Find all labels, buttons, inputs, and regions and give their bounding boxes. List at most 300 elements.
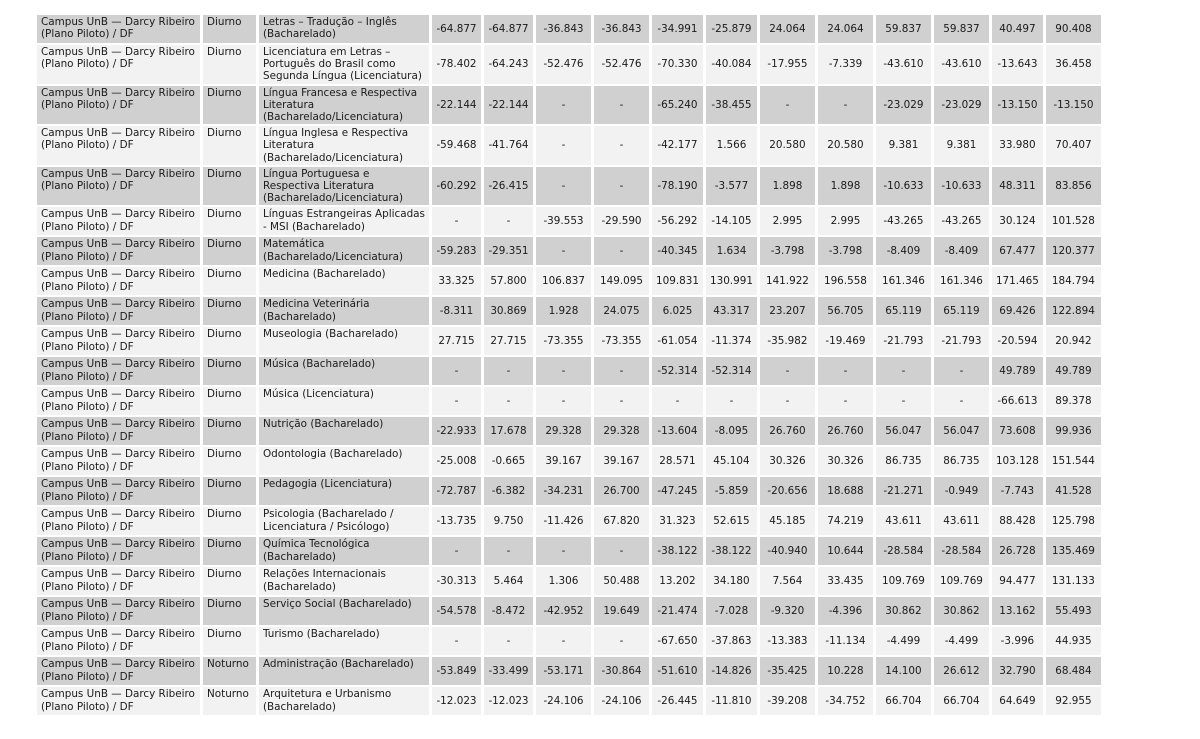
value-cell: 33.325 (432, 267, 481, 295)
value-cell: 94.477 (992, 567, 1043, 595)
value-cell: 5.464 (484, 567, 533, 595)
course-cell: Língua Portuguesa e Respectiva Literatura (Bacharelado/Licenciatura) (259, 167, 429, 206)
value-cell: -60.292 (432, 167, 481, 206)
value-cell: 9.750 (484, 507, 533, 535)
value-cell: -52.314 (652, 357, 703, 385)
value-cell: -12.023 (484, 687, 533, 715)
value-cell: 10.644 (818, 537, 873, 565)
value-cell: 48.311 (992, 167, 1043, 206)
value-cell: -40.345 (652, 237, 703, 265)
value-cell: 30.326 (818, 447, 873, 475)
value-cell: -22.144 (484, 86, 533, 125)
value-cell: 86.735 (934, 447, 989, 475)
value-cell: 29.328 (536, 417, 591, 445)
shift-cell: Noturno (203, 657, 256, 685)
course-cell: Língua Francesa e Respectiva Literatura (Bacharelado/Licenciatura) (259, 86, 429, 125)
value-cell: -11.374 (706, 327, 757, 355)
value-cell: 131.133 (1046, 567, 1101, 595)
value-cell: -53.171 (536, 657, 591, 685)
value-cell: 67.820 (594, 507, 649, 535)
value-cell: 49.789 (1046, 357, 1101, 385)
campus-cell: Campus UnB — Darcy Ribeiro (Plano Piloto) / DF (37, 267, 200, 295)
value-cell: - (594, 537, 649, 565)
value-cell: - (432, 537, 481, 565)
value-cell: - (760, 86, 815, 125)
value-cell: -52.476 (594, 45, 649, 84)
value-cell: 56.047 (876, 417, 931, 445)
shift-cell: Diurno (203, 15, 256, 43)
value-cell: -72.787 (432, 477, 481, 505)
value-cell: -59.283 (432, 237, 481, 265)
table-row (37, 387, 1101, 415)
value-cell: 2.995 (818, 207, 873, 235)
value-cell: -4.499 (934, 627, 989, 655)
value-cell: 44.935 (1046, 627, 1101, 655)
value-cell: -51.610 (652, 657, 703, 685)
value-cell: -37.863 (706, 627, 757, 655)
value-cell: 39.167 (536, 447, 591, 475)
value-cell: -70.330 (652, 45, 703, 84)
campus-cell: Campus UnB — Darcy Ribeiro (Plano Piloto) / DF (37, 327, 200, 355)
value-cell: -26.415 (484, 167, 533, 206)
value-cell: -52.476 (536, 45, 591, 84)
value-cell: 103.128 (992, 447, 1043, 475)
value-cell: -64.243 (484, 45, 533, 84)
value-cell: 17.678 (484, 417, 533, 445)
course-cell: Matemática (Bacharelado/Licenciatura) (259, 237, 429, 265)
value-cell: 1.928 (536, 297, 591, 325)
value-cell: 125.798 (1046, 507, 1101, 535)
campus-cell: Campus UnB — Darcy Ribeiro (Plano Piloto) / DF (37, 537, 200, 565)
value-cell: - (934, 387, 989, 415)
shift-cell: Diurno (203, 627, 256, 655)
campus-cell: Campus UnB — Darcy Ribeiro (Plano Piloto) / DF (37, 507, 200, 535)
value-cell: -53.849 (432, 657, 481, 685)
course-cell: Letras – Tradução – Inglês (Bacharelado) (259, 15, 429, 43)
course-cell: Língua Inglesa e Respectiva Literatura (Bacharelado/Licenciatura) (259, 126, 429, 165)
value-cell: 40.497 (992, 15, 1043, 43)
value-cell: 171.465 (992, 267, 1043, 295)
value-cell: 28.571 (652, 447, 703, 475)
value-cell: 24.064 (760, 15, 815, 43)
value-cell: 109.769 (876, 567, 931, 595)
value-cell: -8.409 (934, 237, 989, 265)
value-cell: 1.898 (760, 167, 815, 206)
value-cell: -11.810 (706, 687, 757, 715)
value-cell: - (760, 357, 815, 385)
course-cell: Pedagogia (Licenciatura) (259, 477, 429, 505)
campus-cell: Campus UnB — Darcy Ribeiro (Plano Piloto) / DF (37, 237, 200, 265)
value-cell: -34.231 (536, 477, 591, 505)
data-table (34, 13, 1104, 717)
campus-cell: Campus UnB — Darcy Ribeiro (Plano Piloto) / DF (37, 86, 200, 125)
campus-cell: Campus UnB — Darcy Ribeiro (Plano Piloto) / DF (37, 15, 200, 43)
value-cell: -13.150 (992, 86, 1043, 125)
value-cell: -65.240 (652, 86, 703, 125)
table-body (37, 15, 1101, 715)
value-cell: - (594, 237, 649, 265)
value-cell: 67.477 (992, 237, 1043, 265)
value-cell: -40.084 (706, 45, 757, 84)
value-cell: 135.469 (1046, 537, 1101, 565)
value-cell: 59.837 (876, 15, 931, 43)
value-cell: -23.029 (934, 86, 989, 125)
shift-cell: Diurno (203, 597, 256, 625)
value-cell: -25.008 (432, 447, 481, 475)
value-cell: 26.700 (594, 477, 649, 505)
value-cell: - (818, 86, 873, 125)
value-cell: 30.326 (760, 447, 815, 475)
value-cell: 101.528 (1046, 207, 1101, 235)
value-cell: -7.339 (818, 45, 873, 84)
table-row (37, 297, 1101, 325)
campus-cell: Campus UnB — Darcy Ribeiro (Plano Piloto) / DF (37, 297, 200, 325)
value-cell: -35.982 (760, 327, 815, 355)
value-cell: 83.856 (1046, 167, 1101, 206)
shift-cell: Noturno (203, 687, 256, 715)
value-cell: -8.311 (432, 297, 481, 325)
shift-cell: Diurno (203, 477, 256, 505)
value-cell: 26.728 (992, 537, 1043, 565)
value-cell: -10.633 (876, 167, 931, 206)
value-cell: - (536, 126, 591, 165)
value-cell: 68.484 (1046, 657, 1101, 685)
value-cell: -28.584 (934, 537, 989, 565)
table-row (37, 597, 1101, 625)
value-cell: -8.472 (484, 597, 533, 625)
course-cell: Nutrição (Bacharelado) (259, 417, 429, 445)
value-cell: - (818, 387, 873, 415)
table-row (37, 86, 1101, 125)
table-row (37, 627, 1101, 655)
value-cell: 1.306 (536, 567, 591, 595)
value-cell: -41.764 (484, 126, 533, 165)
value-cell: 20.580 (818, 126, 873, 165)
value-cell: -29.351 (484, 237, 533, 265)
value-cell: -25.879 (706, 15, 757, 43)
value-cell: - (934, 357, 989, 385)
value-cell: 49.789 (992, 357, 1043, 385)
value-cell: -4.499 (876, 627, 931, 655)
value-cell: 26.760 (760, 417, 815, 445)
value-cell: 13.202 (652, 567, 703, 595)
table-row (37, 327, 1101, 355)
value-cell: 26.612 (934, 657, 989, 685)
value-cell: 56.705 (818, 297, 873, 325)
value-cell: 33.435 (818, 567, 873, 595)
value-cell: 92.955 (1046, 687, 1101, 715)
value-cell: -29.590 (594, 207, 649, 235)
course-cell: Música (Bacharelado) (259, 357, 429, 385)
value-cell: 23.207 (760, 297, 815, 325)
value-cell: 56.047 (934, 417, 989, 445)
campus-cell: Campus UnB — Darcy Ribeiro (Plano Piloto) / DF (37, 387, 200, 415)
value-cell: - (432, 627, 481, 655)
value-cell: - (594, 357, 649, 385)
table-row (37, 267, 1101, 295)
course-cell: Psicologia (Bacharelado / Licenciatura / Psicólogo) (259, 507, 429, 535)
value-cell: -6.382 (484, 477, 533, 505)
value-cell: -14.826 (706, 657, 757, 685)
value-cell: 120.377 (1046, 237, 1101, 265)
value-cell: 30.124 (992, 207, 1043, 235)
value-cell: -13.643 (992, 45, 1043, 84)
value-cell: -67.650 (652, 627, 703, 655)
campus-cell: Campus UnB — Darcy Ribeiro (Plano Piloto) / DF (37, 657, 200, 685)
data-table-container (34, 13, 1104, 717)
value-cell: 20.580 (760, 126, 815, 165)
value-cell: - (432, 207, 481, 235)
value-cell: -42.952 (536, 597, 591, 625)
value-cell: 66.704 (934, 687, 989, 715)
value-cell: 34.180 (706, 567, 757, 595)
value-cell: -38.122 (706, 537, 757, 565)
value-cell: -59.468 (432, 126, 481, 165)
table-row (37, 477, 1101, 505)
value-cell: 55.493 (1046, 597, 1101, 625)
shift-cell: Diurno (203, 167, 256, 206)
campus-cell: Campus UnB — Darcy Ribeiro (Plano Piloto) / DF (37, 447, 200, 475)
value-cell: 57.800 (484, 267, 533, 295)
value-cell: - (818, 357, 873, 385)
value-cell: 161.346 (876, 267, 931, 295)
shift-cell: Diurno (203, 207, 256, 235)
table-row (37, 45, 1101, 84)
value-cell: 18.688 (818, 477, 873, 505)
value-cell: 59.837 (934, 15, 989, 43)
value-cell: - (536, 167, 591, 206)
value-cell: 65.119 (876, 297, 931, 325)
value-cell: 1.566 (706, 126, 757, 165)
value-cell: -34.752 (818, 687, 873, 715)
shift-cell: Diurno (203, 237, 256, 265)
shift-cell: Diurno (203, 297, 256, 325)
value-cell: 196.558 (818, 267, 873, 295)
value-cell: 39.167 (594, 447, 649, 475)
value-cell: 20.942 (1046, 327, 1101, 355)
value-cell: -20.656 (760, 477, 815, 505)
value-cell: -54.578 (432, 597, 481, 625)
campus-cell: Campus UnB — Darcy Ribeiro (Plano Piloto) / DF (37, 477, 200, 505)
table-row (37, 537, 1101, 565)
value-cell: 65.119 (934, 297, 989, 325)
shift-cell: Diurno (203, 417, 256, 445)
value-cell: 45.104 (706, 447, 757, 475)
course-cell: Química Tecnológica (Bacharelado) (259, 537, 429, 565)
value-cell: - (484, 357, 533, 385)
table-row (37, 167, 1101, 206)
value-cell: - (876, 357, 931, 385)
value-cell: 43.317 (706, 297, 757, 325)
value-cell: 27.715 (484, 327, 533, 355)
table-row (37, 15, 1101, 43)
value-cell: 74.219 (818, 507, 873, 535)
table-row (37, 417, 1101, 445)
value-cell: 2.995 (760, 207, 815, 235)
value-cell: 99.936 (1046, 417, 1101, 445)
value-cell: -36.843 (536, 15, 591, 43)
table-row (37, 447, 1101, 475)
value-cell: - (706, 387, 757, 415)
value-cell: - (536, 237, 591, 265)
value-cell: - (594, 167, 649, 206)
value-cell: -8.409 (876, 237, 931, 265)
value-cell: -52.314 (706, 357, 757, 385)
value-cell: -66.613 (992, 387, 1043, 415)
value-cell: 109.831 (652, 267, 703, 295)
value-cell: -21.793 (934, 327, 989, 355)
shift-cell: Diurno (203, 45, 256, 84)
value-cell: -5.859 (706, 477, 757, 505)
value-cell: 33.980 (992, 126, 1043, 165)
value-cell: -8.095 (706, 417, 757, 445)
value-cell: -78.402 (432, 45, 481, 84)
course-cell: Licenciatura em Letras – Português do Brasil como Segunda Língua (Licenciatura) (259, 45, 429, 84)
value-cell: -0.665 (484, 447, 533, 475)
value-cell: -9.320 (760, 597, 815, 625)
value-cell: -43.610 (876, 45, 931, 84)
campus-cell: Campus UnB — Darcy Ribeiro (Plano Piloto) / DF (37, 567, 200, 595)
value-cell: 14.100 (876, 657, 931, 685)
value-cell: 41.528 (1046, 477, 1101, 505)
shift-cell: Diurno (203, 86, 256, 125)
value-cell: -0.949 (934, 477, 989, 505)
value-cell: 86.735 (876, 447, 931, 475)
value-cell: 122.894 (1046, 297, 1101, 325)
value-cell: -36.843 (594, 15, 649, 43)
value-cell: -38.122 (652, 537, 703, 565)
value-cell: 29.328 (594, 417, 649, 445)
campus-cell: Campus UnB — Darcy Ribeiro (Plano Piloto) / DF (37, 627, 200, 655)
value-cell: 130.991 (706, 267, 757, 295)
shift-cell: Diurno (203, 357, 256, 385)
campus-cell: Campus UnB — Darcy Ribeiro (Plano Piloto) / DF (37, 597, 200, 625)
value-cell: 7.564 (760, 567, 815, 595)
table-row (37, 126, 1101, 165)
value-cell: -43.265 (876, 207, 931, 235)
value-cell: 1.634 (706, 237, 757, 265)
campus-cell: Campus UnB — Darcy Ribeiro (Plano Piloto) / DF (37, 167, 200, 206)
shift-cell: Diurno (203, 447, 256, 475)
value-cell: 43.611 (934, 507, 989, 535)
value-cell: -38.455 (706, 86, 757, 125)
value-cell: -3.996 (992, 627, 1043, 655)
value-cell: -4.396 (818, 597, 873, 625)
value-cell: -24.106 (594, 687, 649, 715)
shift-cell: Diurno (203, 327, 256, 355)
value-cell: - (536, 387, 591, 415)
value-cell: - (484, 537, 533, 565)
value-cell: - (594, 627, 649, 655)
value-cell: 24.075 (594, 297, 649, 325)
value-cell: -30.313 (432, 567, 481, 595)
value-cell: 106.837 (536, 267, 591, 295)
value-cell: 66.704 (876, 687, 931, 715)
value-cell: 26.760 (818, 417, 873, 445)
value-cell: -11.426 (536, 507, 591, 535)
shift-cell: Diurno (203, 267, 256, 295)
value-cell: 30.869 (484, 297, 533, 325)
value-cell: - (594, 86, 649, 125)
value-cell: 50.488 (594, 567, 649, 595)
value-cell: -21.474 (652, 597, 703, 625)
campus-cell: Campus UnB — Darcy Ribeiro (Plano Piloto) / DF (37, 417, 200, 445)
course-cell: Museologia (Bacharelado) (259, 327, 429, 355)
course-cell: Administração (Bacharelado) (259, 657, 429, 685)
value-cell: -43.610 (934, 45, 989, 84)
value-cell: -10.633 (934, 167, 989, 206)
value-cell: -21.793 (876, 327, 931, 355)
value-cell: 88.428 (992, 507, 1043, 535)
campus-cell: Campus UnB — Darcy Ribeiro (Plano Piloto) / DF (37, 207, 200, 235)
shift-cell: Diurno (203, 387, 256, 415)
value-cell: -26.445 (652, 687, 703, 715)
shift-cell: Diurno (203, 537, 256, 565)
value-cell: -21.271 (876, 477, 931, 505)
value-cell: -22.144 (432, 86, 481, 125)
value-cell: -34.991 (652, 15, 703, 43)
course-cell: Turismo (Bacharelado) (259, 627, 429, 655)
value-cell: 73.608 (992, 417, 1043, 445)
value-cell: 19.649 (594, 597, 649, 625)
value-cell: 45.185 (760, 507, 815, 535)
value-cell: - (760, 387, 815, 415)
table-row (37, 507, 1101, 535)
value-cell: 161.346 (934, 267, 989, 295)
value-cell: 151.544 (1046, 447, 1101, 475)
value-cell: -61.054 (652, 327, 703, 355)
table-row (37, 237, 1101, 265)
value-cell: 1.898 (818, 167, 873, 206)
value-cell: - (536, 357, 591, 385)
value-cell: - (432, 357, 481, 385)
value-cell: - (594, 387, 649, 415)
value-cell: -78.190 (652, 167, 703, 206)
value-cell: 141.922 (760, 267, 815, 295)
course-cell: Serviço Social (Bacharelado) (259, 597, 429, 625)
value-cell: -64.877 (432, 15, 481, 43)
value-cell: - (484, 387, 533, 415)
value-cell: 10.228 (818, 657, 873, 685)
value-cell: 27.715 (432, 327, 481, 355)
value-cell: 43.611 (876, 507, 931, 535)
value-cell: -7.743 (992, 477, 1043, 505)
value-cell: -13.735 (432, 507, 481, 535)
value-cell: -42.177 (652, 126, 703, 165)
value-cell: -39.553 (536, 207, 591, 235)
value-cell: 184.794 (1046, 267, 1101, 295)
value-cell: -43.265 (934, 207, 989, 235)
course-cell: Línguas Estrangeiras Aplicadas - MSI (Bacharelado) (259, 207, 429, 235)
shift-cell: Diurno (203, 507, 256, 535)
value-cell: 89.378 (1046, 387, 1101, 415)
value-cell: -3.577 (706, 167, 757, 206)
value-cell: -73.355 (536, 327, 591, 355)
value-cell: - (536, 86, 591, 125)
value-cell: -19.469 (818, 327, 873, 355)
campus-cell: Campus UnB — Darcy Ribeiro (Plano Piloto) / DF (37, 687, 200, 715)
value-cell: - (484, 207, 533, 235)
value-cell: 52.615 (706, 507, 757, 535)
value-cell: 64.649 (992, 687, 1043, 715)
value-cell: -35.425 (760, 657, 815, 685)
value-cell: 9.381 (934, 126, 989, 165)
value-cell: -3.798 (760, 237, 815, 265)
value-cell: 36.458 (1046, 45, 1101, 84)
course-cell: Medicina Veterinária (Bacharelado) (259, 297, 429, 325)
value-cell: -47.245 (652, 477, 703, 505)
campus-cell: Campus UnB — Darcy Ribeiro (Plano Piloto) / DF (37, 357, 200, 385)
